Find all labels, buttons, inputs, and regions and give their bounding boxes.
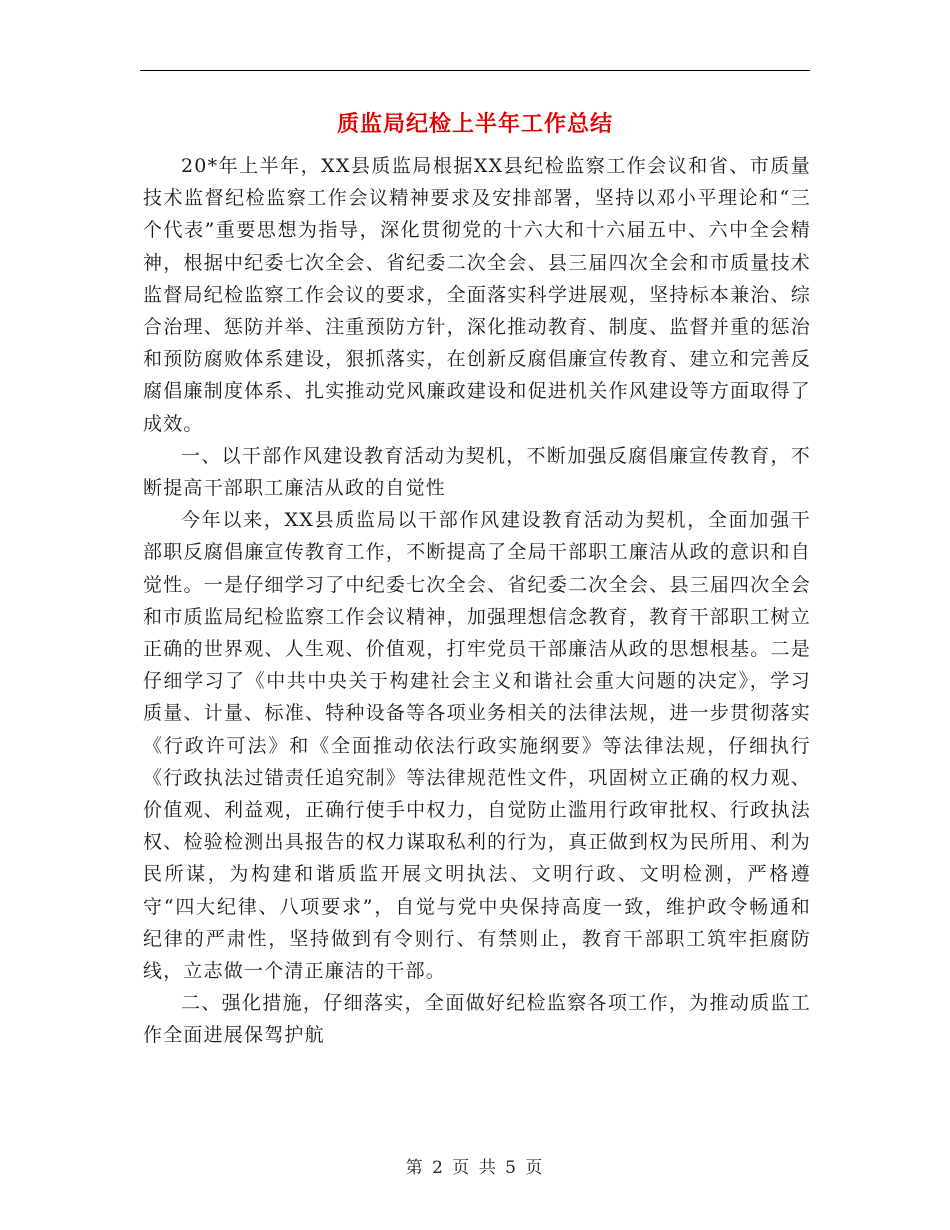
intro-paragraph: 20*年上半年，XX县质监局根据XX县纪检监察工作会议和省、市质量技术监督纪检监察工作会议精神要求及安排部署，坚持以邓小平理论和“三个代表”重要思想为指导，深化贯彻党的十六大和十六届五中、六中全会精神，根据中纪委七次全会、省纪委二次全会、县三届四次全会和市质量技术监督局纪检监察工作会议的要求，全面落实科学进展观，坚持标本兼治、综合治理、惩防并举、注重预防方针，深化推动教育、制度、监督并重的惩治和预防腐败体系建设，狠抓落实，在创新反腐倡廉宣传教育、建立和完善反腐倡廉制度体系、扎实推动党风廉政建设和促进机关作风建设等方面取得了成效。 bbox=[143, 155, 811, 435]
section-heading-1: 一、以干部作风建设教育活动为契机，不断加强反腐倡廉宣传教育，不断提高干部职工廉洁从政的自觉性 bbox=[143, 444, 811, 500]
document-title: 质监局纪检上半年工作总结 bbox=[336, 111, 613, 137]
page-number: 第 2 页 共 5 页 bbox=[405, 1158, 545, 1178]
document-body bbox=[143, 150, 811, 1052]
header-rule bbox=[140, 70, 810, 71]
section-1-paragraph: 今年以来，XX县质监局以干部作风建设教育活动为契机，全面加强干部职反腐倡廉宣传教育工作，不断提高了全局干部职工廉洁从政的意识和自觉性。一是仔细学习了中纪委七次全会、省纪委二次全会、县三届四次全会和市质监局纪检监察工作会议精神，加强理想信念教育，教育干部职工树立正确的世界观、人生观、价值观，打牢党员干部廉洁从政的思想根基。二是仔细学习了《中共中央关于构建社会主义和谐社会重大问题的决定》，学习质量、计量、标准、特种设备等各项业务相关的法律法规，进一步贯彻落实《行政许可法》和《全面推动依法行政实施纲要》等法律法规，仔细执行《行政执法过错责任追究制》等法律规范性文件，巩固树立正确的权力观、价值观、利益观，正确行使手中权力，自觉防止滥用行政审批权、行政执法权、检验检测出具报告的权力谋取私利的行为，真正做到权为民所用、利为民所谋，为构建和谐质监开展文明执法、文明行政、文明检测，严格遵守“四大纪律、八项要求”，自觉与党中央保持高度一致，维护政令畅通和纪律的严肃性，坚持做到有令则行、有禁则止，教育干部职工筑牢拒腐防线，立志做一个清正廉洁的干部。 bbox=[143, 509, 811, 983]
section-heading-2: 二、强化措施，仔细落实，全面做好纪检监察各项工作，为推动质监工作全面进展保驾护航 bbox=[143, 992, 811, 1047]
